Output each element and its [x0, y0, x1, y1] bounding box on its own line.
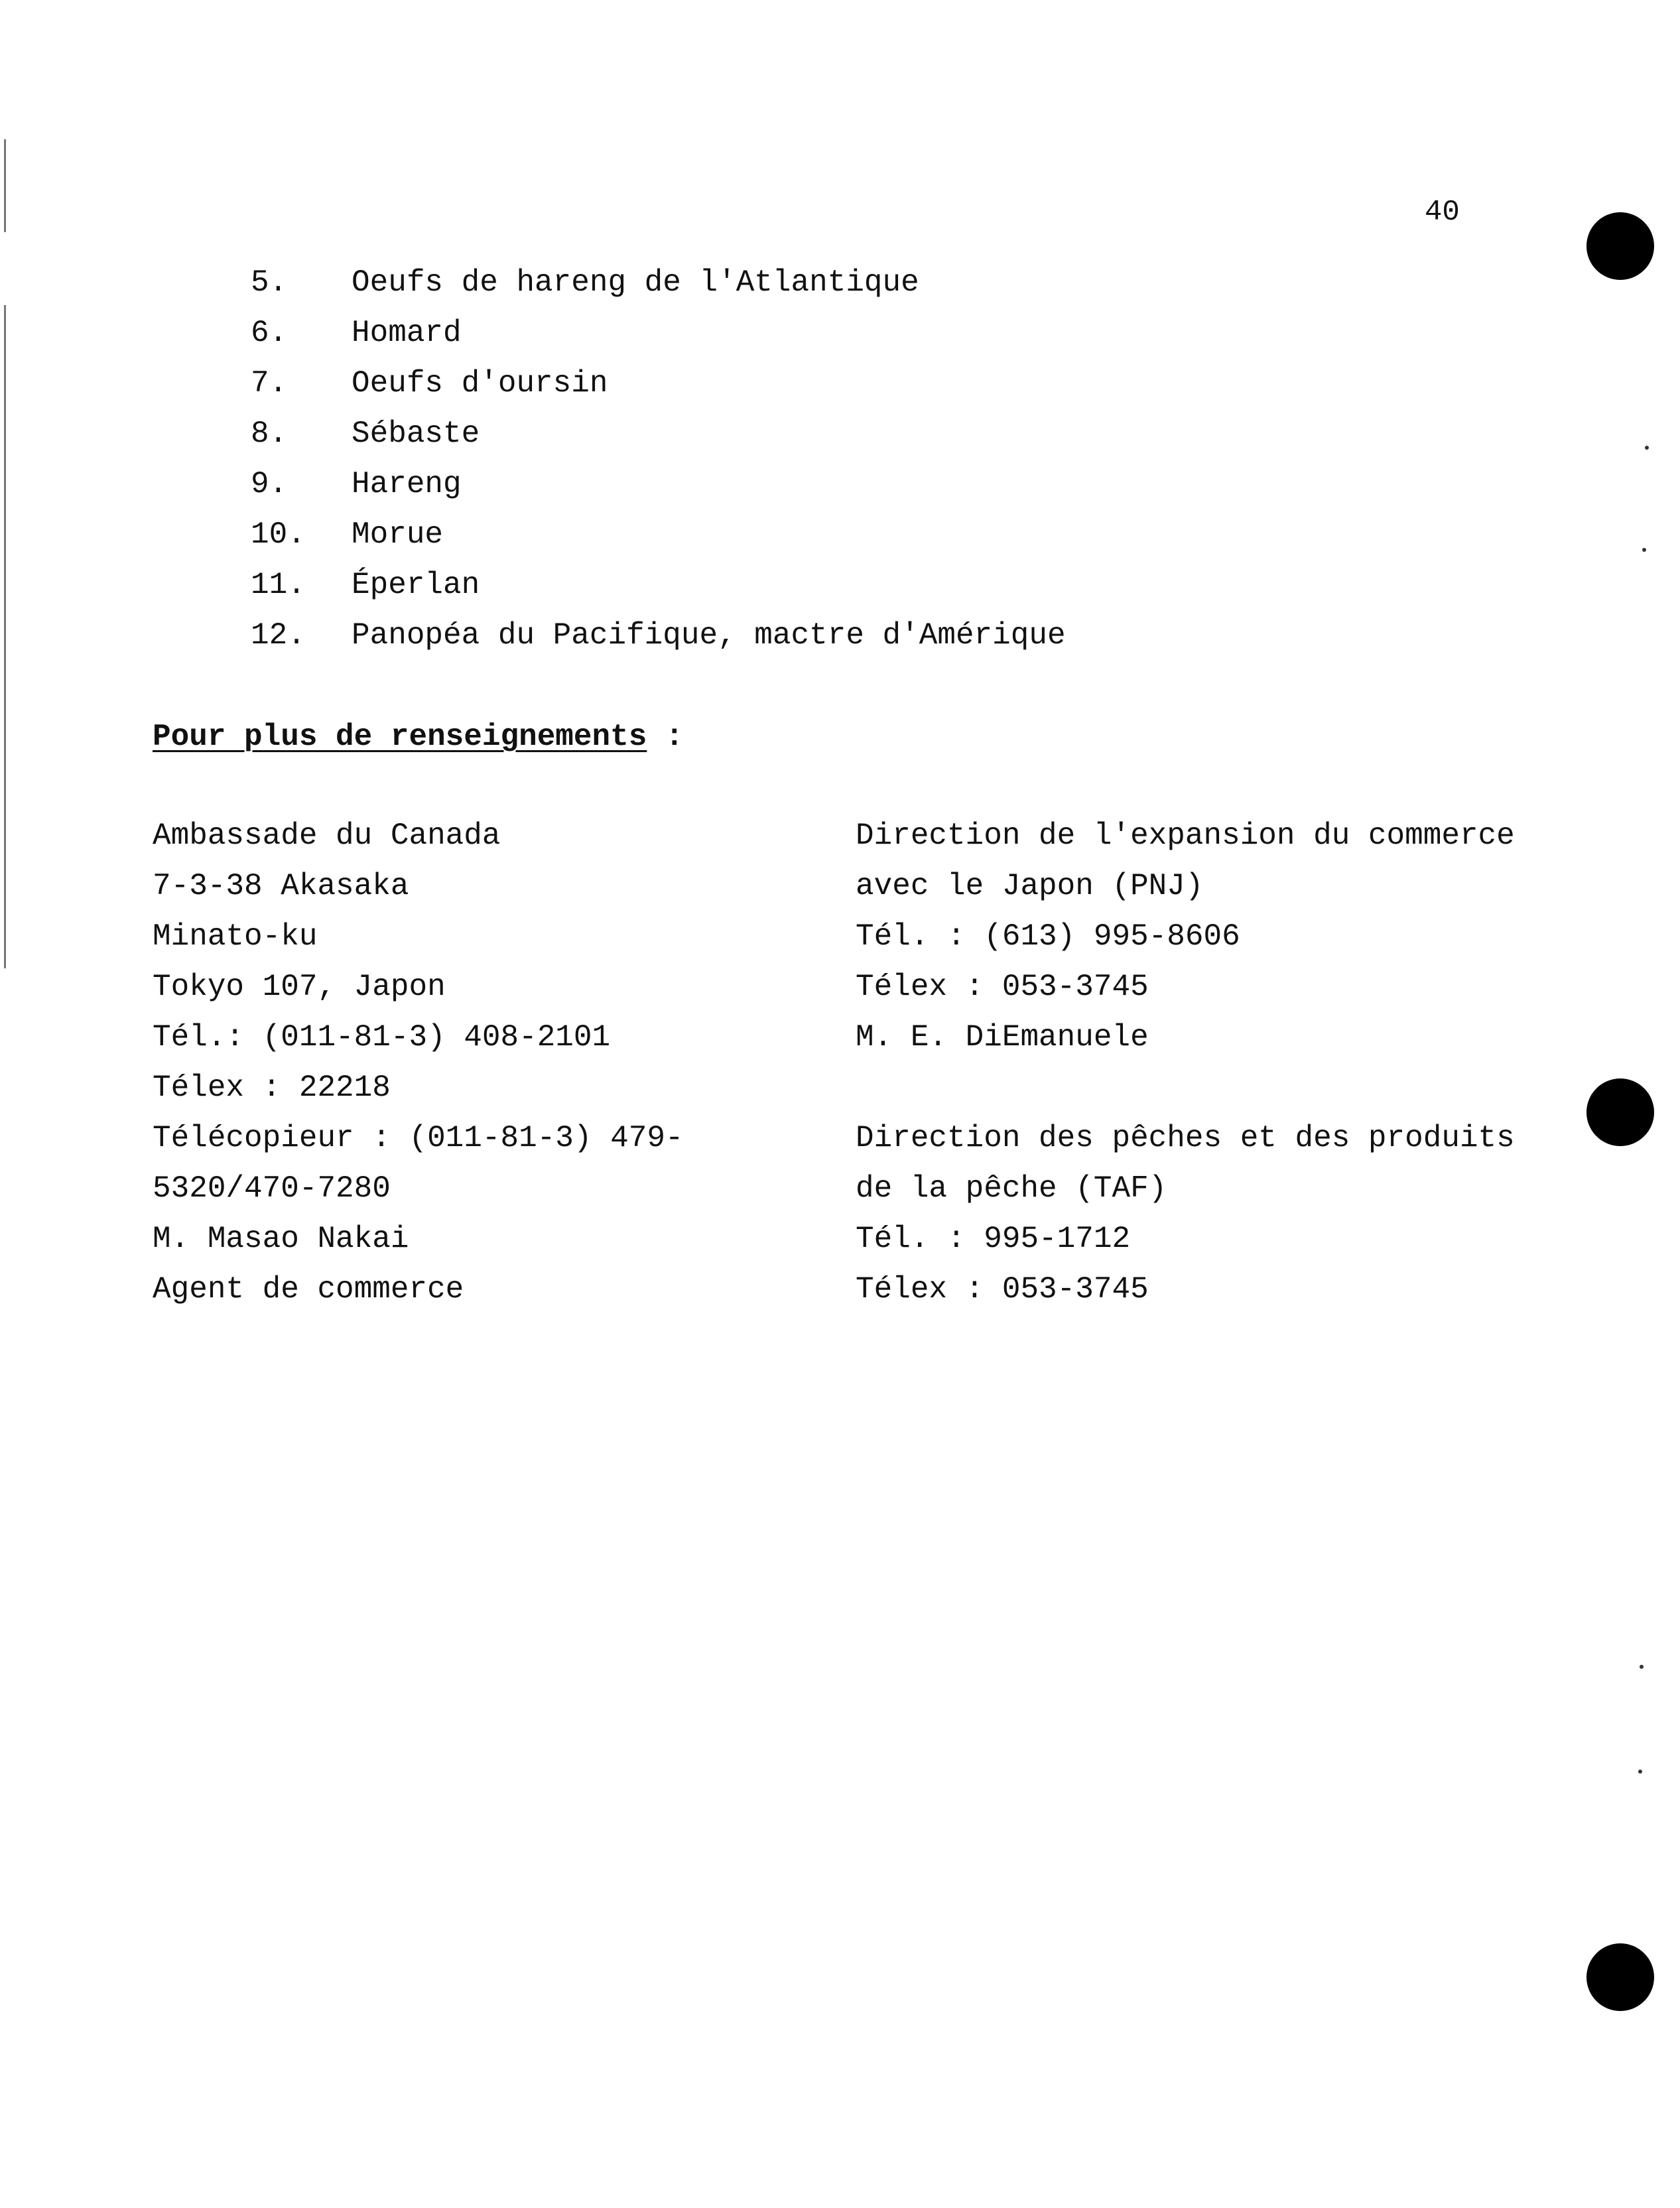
embassy-contact-title: Agent de commerce [153, 1272, 464, 1307]
scan-margin-rule [4, 305, 6, 968]
contacts-heading-colon: : [665, 720, 684, 754]
embassy-contact-block [153, 811, 789, 1315]
trade-division-name-continued: avec le Japon (PNJ) [856, 869, 1204, 903]
punch-hole [1586, 1078, 1654, 1146]
fisheries-division-name-continued: de la pêche (TAF) [856, 1171, 1167, 1206]
list-item-number: 5. [251, 265, 288, 300]
list-item-text: Oeufs d'oursin [352, 366, 608, 401]
punch-hole [1586, 1943, 1654, 2011]
trade-division-telex: Télex : 053-3745 [856, 970, 1149, 1004]
list-item-number: 6. [251, 316, 288, 350]
list-item-number: 8. [251, 417, 288, 451]
list-item [251, 409, 1445, 459]
species-list [251, 257, 1445, 661]
fisheries-division-telex: Télex : 053-3745 [856, 1272, 1149, 1307]
list-item-text: Panopéa du Pacifique, mactre d'Amérique [352, 618, 1066, 653]
list-item-number: 7. [251, 366, 288, 401]
list-item-number: 12. [251, 618, 306, 653]
list-item-number: 9. [251, 467, 288, 501]
embassy-telex: Télex : 22218 [153, 1071, 391, 1105]
list-item [251, 459, 1445, 509]
trade-division-phone: Tél. : (613) 995-8606 [856, 919, 1240, 954]
fisheries-division-name: Direction des pêches et des produits [856, 1121, 1515, 1155]
fisheries-division-phone: Tél. : 995-1712 [856, 1222, 1131, 1256]
contacts-heading-text: Pour plus de renseignements [153, 720, 647, 754]
list-item-text: Oeufs de hareng de l'Atlantique [352, 265, 919, 300]
punch-hole [1586, 212, 1654, 280]
list-item-number: 11. [251, 568, 306, 602]
list-item-text: Éperlan [352, 568, 480, 602]
list-item [251, 560, 1445, 610]
scan-speck [1645, 446, 1649, 450]
department-contact-blocks [856, 811, 1519, 1315]
list-item-text: Hareng [352, 467, 462, 501]
trade-division-name: Direction de l'expansion du commerce [856, 818, 1515, 853]
trade-division-contact: M. E. DiEmanuele [856, 1020, 1149, 1055]
list-item-text: Sébaste [352, 417, 480, 451]
scan-speck [1640, 1665, 1644, 1669]
list-item-text: Morue [352, 517, 444, 552]
block-spacer [856, 1063, 1519, 1113]
embassy-fax-continued: 5320/470-7280 [153, 1171, 391, 1206]
list-item-text: Homard [352, 316, 462, 350]
scan-speck [1642, 548, 1646, 552]
list-item [251, 610, 1445, 661]
scan-margin-rule [4, 139, 6, 232]
embassy-city: Tokyo 107, Japon [153, 970, 446, 1004]
list-item [251, 358, 1445, 409]
list-item [251, 308, 1445, 358]
embassy-phone: Tél.: (011-81-3) 408-2101 [153, 1020, 611, 1055]
embassy-street: 7-3-38 Akasaka [153, 869, 409, 903]
list-item-number: 10. [251, 517, 306, 552]
list-item [251, 509, 1445, 560]
contacts-heading [153, 714, 684, 760]
scan-speck [1638, 1770, 1642, 1774]
embassy-fax: Télécopieur : (011-81-3) 479- [153, 1121, 684, 1155]
embassy-ward: Minato-ku [153, 919, 318, 954]
embassy-contact-person: M. Masao Nakai [153, 1222, 409, 1256]
page-number: 40 [1425, 196, 1460, 229]
embassy-name: Ambassade du Canada [153, 818, 501, 853]
list-item [251, 257, 1445, 308]
